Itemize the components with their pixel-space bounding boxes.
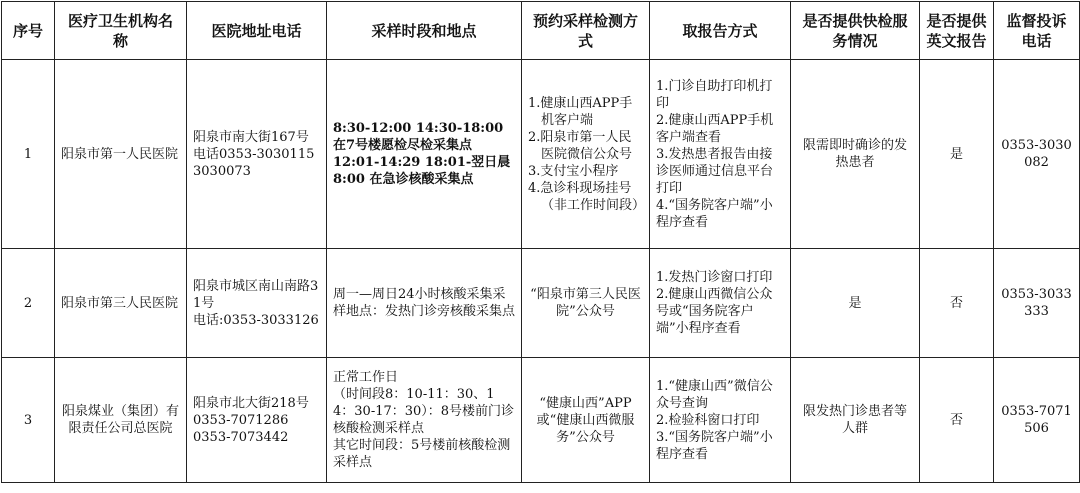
table-header-row [2, 2, 1080, 60]
report-methods [650, 60, 791, 249]
address-phone [187, 60, 327, 249]
phone: 电话0353-3030115 [193, 146, 315, 162]
address: 阳泉市城区南山南路31号 [193, 278, 319, 311]
report-item: 2.健康山西微信公众号或“国务院客户端”小程序查看 [656, 287, 773, 336]
report-item: 2.检验科窗口打印 [656, 412, 760, 428]
booking-item: 3.支付宝小程序 [528, 163, 619, 179]
sampling-time-line: 8:30-12:00 14:30-18:00 在7号楼愿检尽检采集点 [333, 121, 504, 153]
header-institution-name: 医疗卫生机构名称 [55, 2, 187, 60]
complaint-phone: 0353-3033333 [994, 249, 1080, 358]
table-row [2, 249, 1080, 358]
header-complaint-phone: 监督投诉电话 [994, 2, 1080, 60]
phone: 0353-7071286 [193, 412, 289, 428]
report-item: 1.发热门诊窗口打印 [656, 270, 773, 285]
phone-secondary: 3030073 [193, 163, 251, 179]
booking-methods [522, 249, 650, 358]
booking-methods [522, 358, 650, 483]
quick-test-info: 限需即时确诊的发热患者 [791, 60, 920, 249]
testing-institutions-table [1, 1, 1080, 483]
booking-methods [522, 60, 650, 249]
header-sampling-time-place: 采样时段和地点 [327, 2, 522, 60]
row-no: 1 [2, 60, 55, 249]
row-no: 3 [2, 358, 55, 483]
complaint-phone: 0353-3030082 [994, 60, 1080, 249]
sampling-time-line: 其它时间段：5号楼前核酸检测采样点 [333, 438, 511, 470]
address-phone [187, 358, 327, 483]
phone: 电话:0353-3033126 [193, 312, 319, 328]
sampling-time-line: （时间段8：10-11：30、14：30-17：30）：8号楼前门诊核酸检测采样点 [333, 387, 515, 436]
table-row [2, 358, 1080, 483]
booking-item: 1.健康山西APP手机客户端 [528, 95, 633, 128]
english-report: 否 [920, 249, 994, 358]
sampling-times [327, 358, 522, 483]
sampling-time-line: 12:01-14:29 18:01-翌日晨8:00 在急诊核酸采集点 [333, 155, 511, 187]
sampling-time-line: 周一—周日24小时核酸采集采样地点：发热门诊旁核酸采集点 [333, 287, 516, 319]
institution-name: 阳泉煤业（集团）有限责任公司总医院 [55, 358, 187, 483]
sampling-times [327, 249, 522, 358]
complaint-phone: 0353-7071506 [994, 358, 1080, 483]
header-no: 序号 [2, 2, 55, 60]
booking-item: 2.阳泉市第一人民医院微信公众号 [528, 129, 633, 162]
quick-test-info: 是 [791, 249, 920, 358]
header-booking-method: 预约采样检测方式 [522, 2, 650, 60]
header-report-method: 取报告方式 [650, 2, 791, 60]
table-row [2, 60, 1080, 249]
report-item: 4.“国务院客户端”小程序查看 [656, 197, 773, 230]
phone-secondary: 0353-7073442 [193, 429, 289, 445]
address: 阳泉市北大街218号 [193, 395, 309, 411]
quick-test-info: 限发热门诊患者等人群 [791, 358, 920, 483]
address-phone [187, 249, 327, 358]
booking-item: “健康山西”APP或“健康山西微服务”公众号 [536, 395, 635, 445]
report-methods [650, 358, 791, 483]
institution-name: 阳泉市第一人民医院 [55, 60, 187, 249]
report-item: 1.门诊自助打印机打印 [656, 78, 773, 111]
address: 阳泉市南大街167号 [193, 129, 309, 145]
row-no: 2 [2, 249, 55, 358]
institution-name: 阳泉市第三人民医院 [55, 249, 187, 358]
header-english-report: 是否提供英文报告 [920, 2, 994, 60]
header-address-phone: 医院地址电话 [187, 2, 327, 60]
booking-item: “阳泉市第三人民医院”公众号 [530, 287, 641, 319]
booking-item: 4.急诊科现场挂号（非工作时间段） [528, 180, 646, 213]
report-methods [650, 249, 791, 358]
english-report: 是 [920, 60, 994, 249]
report-item: 1.“健康山西”微信公众号查询 [656, 378, 773, 411]
report-item: 2.健康山西APP手机客户端查看 [656, 112, 774, 145]
header-quick-test: 是否提供快检服务情况 [791, 2, 920, 60]
report-item: 3.“国务院客户端”小程序查看 [656, 429, 773, 462]
english-report: 否 [920, 358, 994, 483]
sampling-time-line: 正常工作日 [333, 370, 399, 385]
sampling-times [327, 60, 522, 249]
report-item: 3.发热患者报告由接诊医师通过信息平台打印 [656, 146, 774, 196]
